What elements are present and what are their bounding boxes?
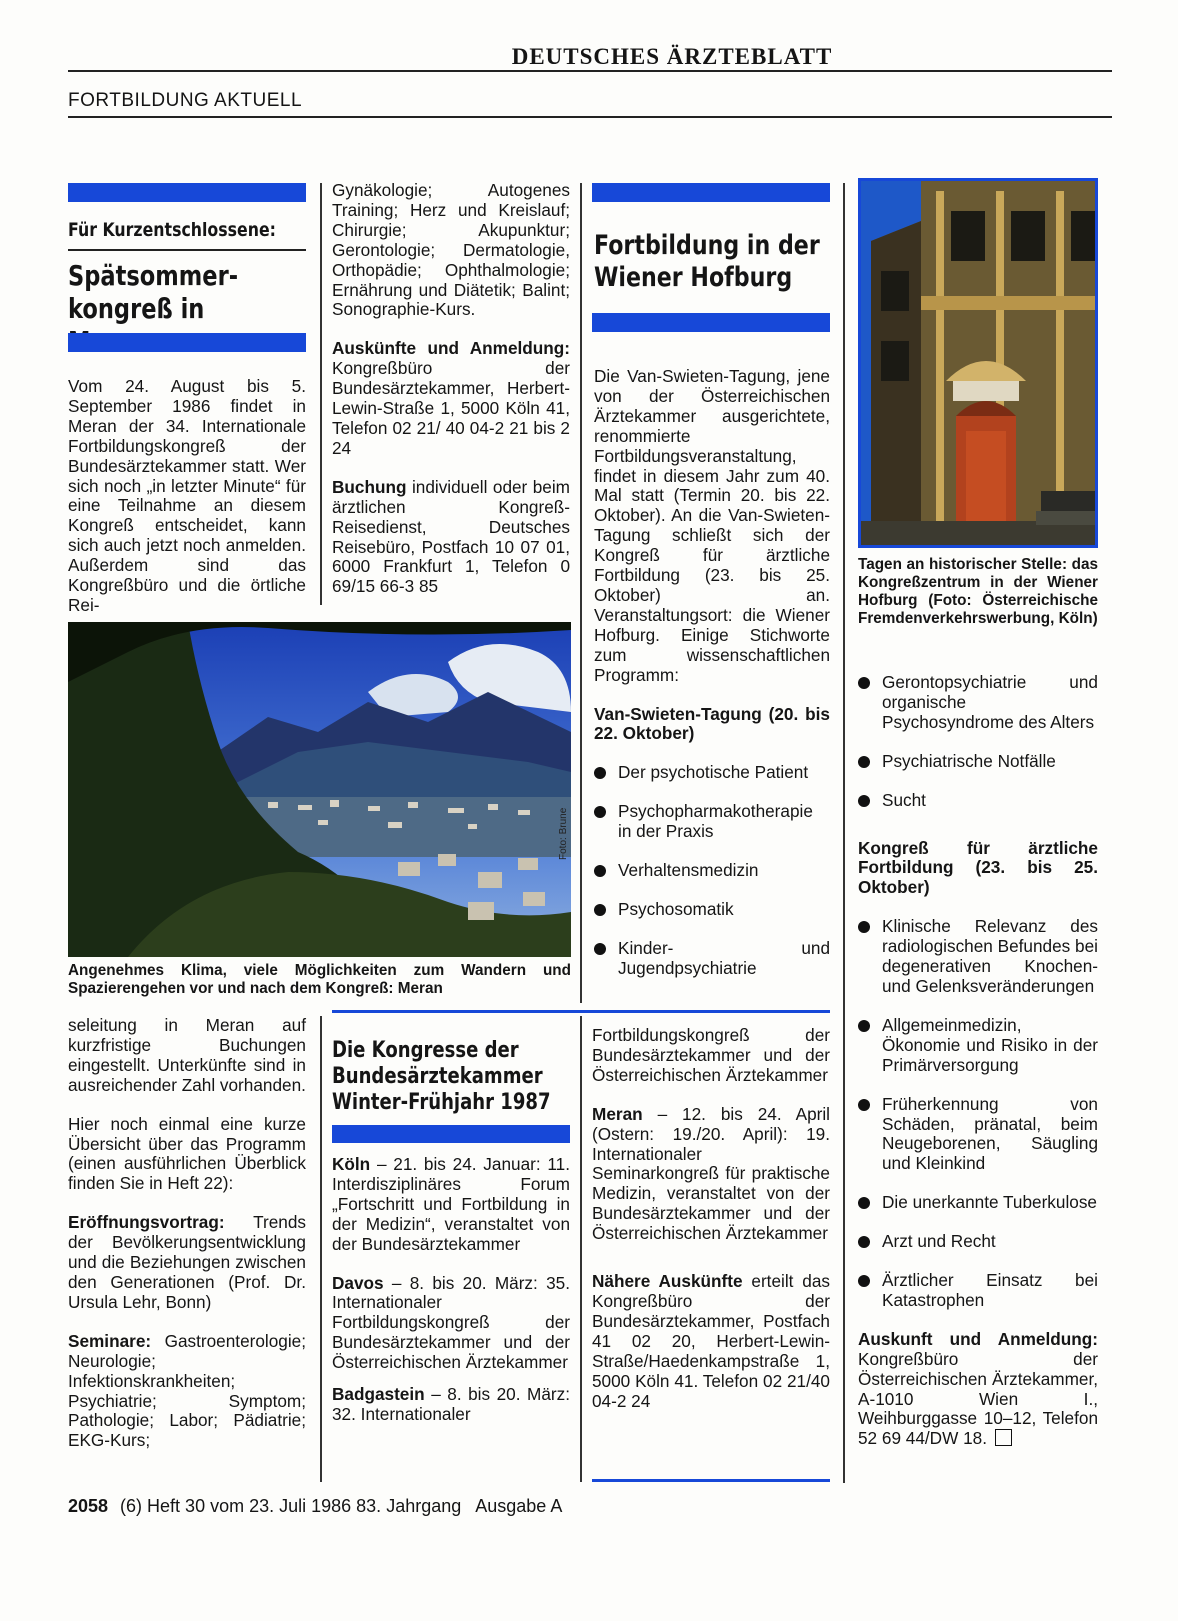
page-number: 2058 [68, 1496, 109, 1516]
article1-intro: Vom 24. August bis 5. September 1986 findet in Meran der 34. Internationale Fortbildungskongreß der Bundesärztekammer statt. Wer sich noch „in letzter Minute“ für eine Teilnahme an diesem Kongreß entscheidet, kann sich auch jetzt noch anmelden. Außerdem sind das Kongreßbüro und die örtliche Rei- [68, 376, 306, 615]
naehere-paragraph [592, 1272, 830, 1411]
article2-col2 [858, 673, 1098, 1468]
eroeffnung-paragraph [68, 1213, 306, 1313]
col2-continued: Fortbildungskongreß der Bundesärztekammer und der Österreichischen Ärztekammer [592, 1025, 830, 1085]
continued-paragraph: seleitung in Meran auf kurzfristige Buchungen eingestellt. Unterkünfte sind in ausreichender Zahl vorhanden. [68, 1015, 306, 1095]
list-item: Kinder- und Jugendpsychiatrie [594, 939, 830, 979]
blue-bar [592, 313, 830, 332]
badgastein-text: – 8. bis 20. März: 32. Internationaler [332, 1384, 571, 1424]
auskunft-wien-text: Kongreßbüro der Österreichischen Ärztekammer, A-1010 Wien I., Weihburggasse 10–12, Telefon 52 69 44/DW 18. [858, 1348, 1098, 1449]
blue-bar [68, 333, 306, 352]
list-item: Der psychotische Patient [594, 763, 830, 783]
bullet-icon [594, 943, 606, 955]
masthead-title: DEUTSCHES ÄRZTEBLATT [511, 44, 833, 69]
auskunft-wien-label: Auskunft und Anmeldung: [858, 1328, 1098, 1349]
column-divider [320, 183, 322, 605]
bullet-icon [594, 904, 606, 916]
column-divider [320, 1016, 322, 1482]
article3-bottom-rule [592, 1479, 830, 1482]
badgastein-paragraph [332, 1385, 570, 1425]
van-swieten-heading: Van-Swieten-Tagung (20. bis 22. Oktober) [594, 703, 830, 744]
list-item: Psychosomatik [594, 900, 830, 920]
blue-bar [592, 183, 830, 202]
hofburg-photo [858, 178, 1098, 548]
article2-col1 [594, 367, 830, 998]
article1-title: Spätsommer-kongreß in [68, 260, 239, 325]
issue-info: (6) Heft 30 vom 23. Juli 1986 83. Jahrgang Ausgabe A [120, 1496, 563, 1516]
eroeffnung-text: Trends der Bevölkerungsentwicklung und die Beziehungen zwischen den Generationen (Prof. Dr. Ursula Lehr, Bonn) [68, 1212, 306, 1312]
list-item: Verhaltensmedizin [594, 861, 830, 881]
buchung-label: Buchung [332, 476, 407, 497]
bullet-icon [594, 865, 606, 877]
davos-text: – 8. bis 20. März: 35. Internationaler Fortbildungskongreß der Bundesärztekammer und der Österreichischen Ärztekammer [332, 1272, 570, 1373]
article1-col2 [332, 181, 570, 616]
meran-photo [68, 622, 571, 957]
list-item: Allgemeinmedizin, Ökonomie und Risiko in der Primärversorgung [858, 1016, 1098, 1076]
auskunft-paragraph [332, 339, 570, 458]
section-rule [68, 116, 1112, 118]
seminare-paragraph [68, 1332, 306, 1451]
koeln-label: Köln [332, 1154, 371, 1174]
end-mark-icon [995, 1429, 1012, 1446]
davos-paragraph [332, 1274, 570, 1374]
article1-continued [68, 1016, 306, 1470]
meran-photo-caption: Angenehmes Klima, viele Möglichkeiten zum Wandern und Spazierengehen vor und nach dem Kongreß: Meran [68, 962, 571, 997]
kongress-heading: Kongreß für ärztliche Fortbildung (23. bis 25. Oktober) [858, 837, 1098, 898]
kicker-rule [68, 249, 306, 251]
list-item: Die unerkannte Tuberkulose [858, 1193, 1098, 1213]
bullet-icon [858, 677, 870, 689]
article3-col1 [332, 1155, 570, 1444]
seminare-label: Seminare: [68, 1330, 152, 1351]
meran-text: – 12. bis 24. April (Ostern: 19./20. April): 19. Internationaler Seminarkongreß für praktische Medizin, veranstaltet von der Bundesärztekammer und der Österreichischen Ärztekammer [592, 1103, 831, 1244]
bullet-icon [858, 1236, 870, 1248]
list-item: Arzt und Recht [858, 1232, 1098, 1252]
photo-credit: Foto: Brune [558, 807, 569, 860]
list-item: Gerontopsychiatrie und organische Psychosyndrome des Alters [858, 673, 1098, 733]
auskunft-text: Kongreßbüro der Bundesärztekammer, Herbert-Lewin-Straße 1, 5000 Köln 41, Telefon 02 21/ 40 04-2 21 bis 2 24 [332, 358, 570, 458]
list-item: Psychopharmakotherapie in der Praxis [594, 802, 830, 842]
eroeffnung-label: Eröffnungsvortrag: [68, 1212, 225, 1233]
bullet-icon [858, 1197, 870, 1209]
buchung-paragraph [332, 478, 570, 597]
article1-kicker: Für Kurzentschlossene: [68, 219, 276, 241]
page-footer [68, 1496, 562, 1517]
blue-bar [332, 1125, 570, 1143]
badgastein-label: Badgastein [332, 1384, 425, 1405]
article3-col2 [592, 1026, 830, 1430]
article3-title: Die Kongresse der Bundesärztekammer Winter-Frühjahr 1987 [332, 1038, 551, 1115]
article2-title: Fortbildung in der Wiener Hofburg [594, 230, 820, 293]
list-item: Früherkennung von Schäden, pränatal, beim Neugeborenen, Säugling und Kleinkind [858, 1095, 1098, 1175]
bullet-icon [594, 767, 606, 779]
bullet-icon [858, 795, 870, 807]
seminare-text: Gastroenterologie; Neurologie; Infektionskrankheiten; Psychiatrie; Symptom; Pathologie; Labor; Pädiatrie; EKG-Kurs; [68, 1330, 306, 1451]
buchung-text: individuell oder beim ärztlichen Kongreß-Reisedienst, Deutsches Reisebüro, Postfach 10 07 01, 6000 Frankfurt 1, Telefon 0 69/15 66-3 85 [332, 476, 570, 597]
koeln-text: – 21. bis 24. Januar: 11. Interdisziplinäres Forum „Fortschritt und Fortbildung in der Medizin“, veranstaltet von der Bundesärztekammer [332, 1154, 570, 1254]
naehere-label: Nähere Auskünfte [592, 1271, 743, 1292]
bullet-icon [858, 1275, 870, 1287]
auskunft-wien-paragraph [858, 1330, 1098, 1449]
masthead [68, 44, 1112, 70]
blue-bar [68, 183, 306, 202]
list-item: Klinische Relevanz des radiologischen Befundes bei degenerativen Knochen- und Gelenksveränderungen [858, 917, 1098, 997]
list-item: Psychiatrische Notfälle [858, 752, 1098, 772]
bullet-icon [858, 756, 870, 768]
list-item: Sucht [858, 791, 1098, 811]
davos-label: Davos [332, 1272, 384, 1293]
meran-label: Meran [592, 1103, 643, 1124]
article3-top-rule [332, 1010, 830, 1013]
list-item: Ärztlicher Einsatz bei Katastrophen [858, 1271, 1098, 1311]
column-divider [580, 1016, 582, 1482]
meran-paragraph [592, 1105, 830, 1244]
hofburg-photo-caption: Tagen an historischer Stelle: das Kongreßzentrum in der Wiener Hofburg (Foto: Österreichische Fremdenverkehrswerbung, Köln) [858, 556, 1098, 627]
naehere-text: erteilt das Kongreßbüro der Bundesärztekammer, Postfach 41 02 20, Herbert-Lewin-Straße/Haedenkampstraße 1, 5000 Köln 41. Telefon 02 21/40 04-2 24 [592, 1271, 830, 1411]
bullet-icon [858, 1099, 870, 1111]
column-divider [580, 183, 582, 1003]
article2-intro: Die Van-Swieten-Tagung, jene von der Österreichischen Ärztekammer ausgerichtete, renommierte Fortbildungsveranstaltung, findet in diesem Jahr zum 40. Mal statt (Termin 20. bis 22. Oktober). An die Van-Swieten-Tagung schließt sich der Kongreß für ärztliche Fortbildung (23. bis 25. Oktober) an. Veranstaltungsort: die Wiener Hofburg. Einige Stichworte zum wissenschaftlichen Programm: [594, 366, 830, 685]
hofburg-building-image [861, 181, 1095, 545]
auskunft-label: Auskünfte und Anmeldung: [332, 338, 570, 359]
masthead-rule [68, 70, 1112, 72]
bullet-icon [594, 806, 606, 818]
bullet-icon [858, 1020, 870, 1032]
meran-landscape-image [68, 622, 571, 957]
section-label: FORTBILDUNG AKTUELL [68, 90, 303, 111]
bullet-icon [858, 921, 870, 933]
overview-paragraph: Hier noch einmal eine kurze Übersicht über das Programm (einen ausführlichen Überblick finden Sie in Heft 22): [68, 1113, 306, 1194]
koeln-paragraph [332, 1155, 570, 1255]
column-divider [843, 183, 845, 1483]
program-list: Gynäkologie; Autogenes Training; Herz und Kreislauf; Chirurgie; Akupunktur; Gerontologie; Dermatologie, Orthopädie; Ophthalmologie; Ernährung und Diätetik; Balint; Sonographie-Kurs. [332, 180, 570, 320]
